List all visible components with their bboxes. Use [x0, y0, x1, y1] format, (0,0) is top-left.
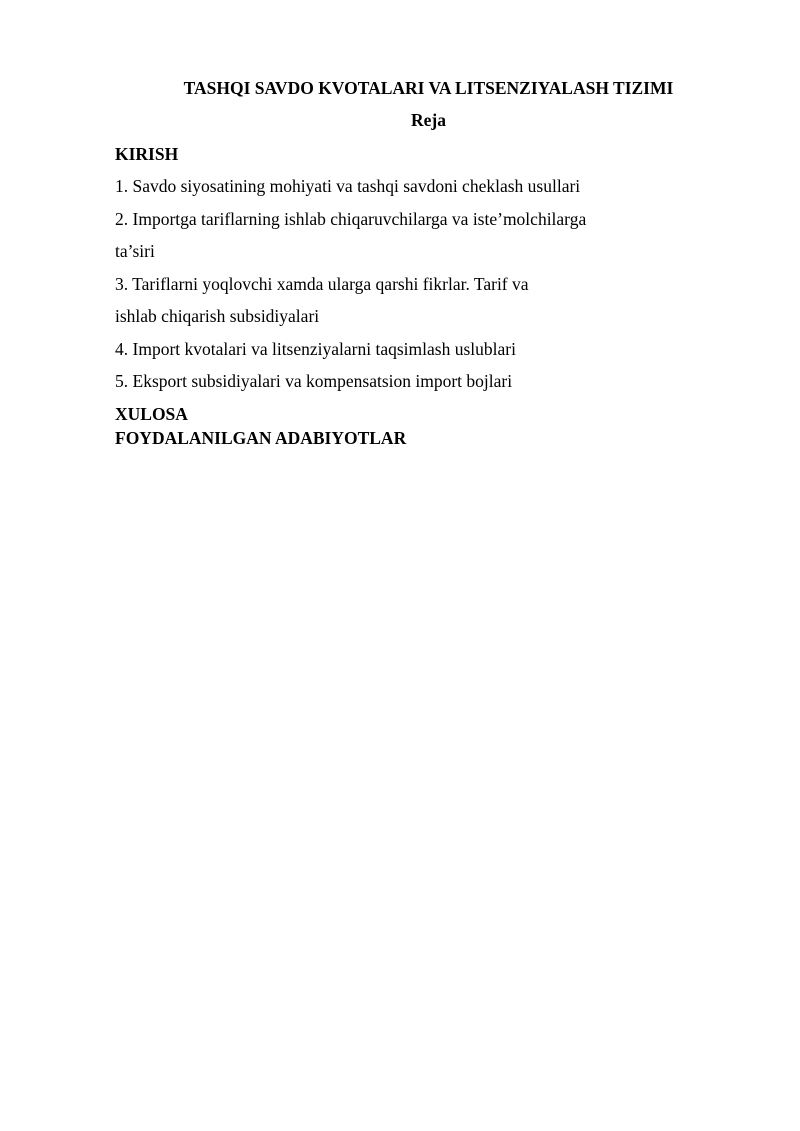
plan-item-1: 1. Savdo siyosatining mohiyati va tashqi savdoni cheklash usullari: [115, 176, 581, 196]
references-heading: FOYDALANILGAN ADABIYOTLAR: [115, 428, 407, 448]
plan-item-2: 2. Importga tariflarning ishlab chiqaruvchilarga va iste’molchilarga: [115, 209, 587, 229]
plan-heading: Reja: [411, 110, 446, 130]
plan-item-5: 5. Eksport subsidiyalari va kompensatsion import bojlari: [115, 371, 513, 391]
document-title: TASHQI SAVDO KVOTALARI VA LITSENZIYALASH TIZIMI: [183, 78, 674, 98]
conclusion-heading: XULOSA: [115, 404, 188, 424]
plan-item-2-continuation: ta’siri: [115, 241, 155, 261]
intro-heading: KIRISH: [115, 144, 179, 164]
plan-item-4: 4. Import kvotalari va litsenziyalarni taqsimlash uslublari: [115, 339, 516, 359]
plan-item-3: 3. Tariflarni yoqlovchi xamda ularga qarshi fikrlar. Tarif va: [115, 274, 529, 294]
plan-item-3-continuation: ishlab chiqarish subsidiyalari: [115, 306, 320, 326]
